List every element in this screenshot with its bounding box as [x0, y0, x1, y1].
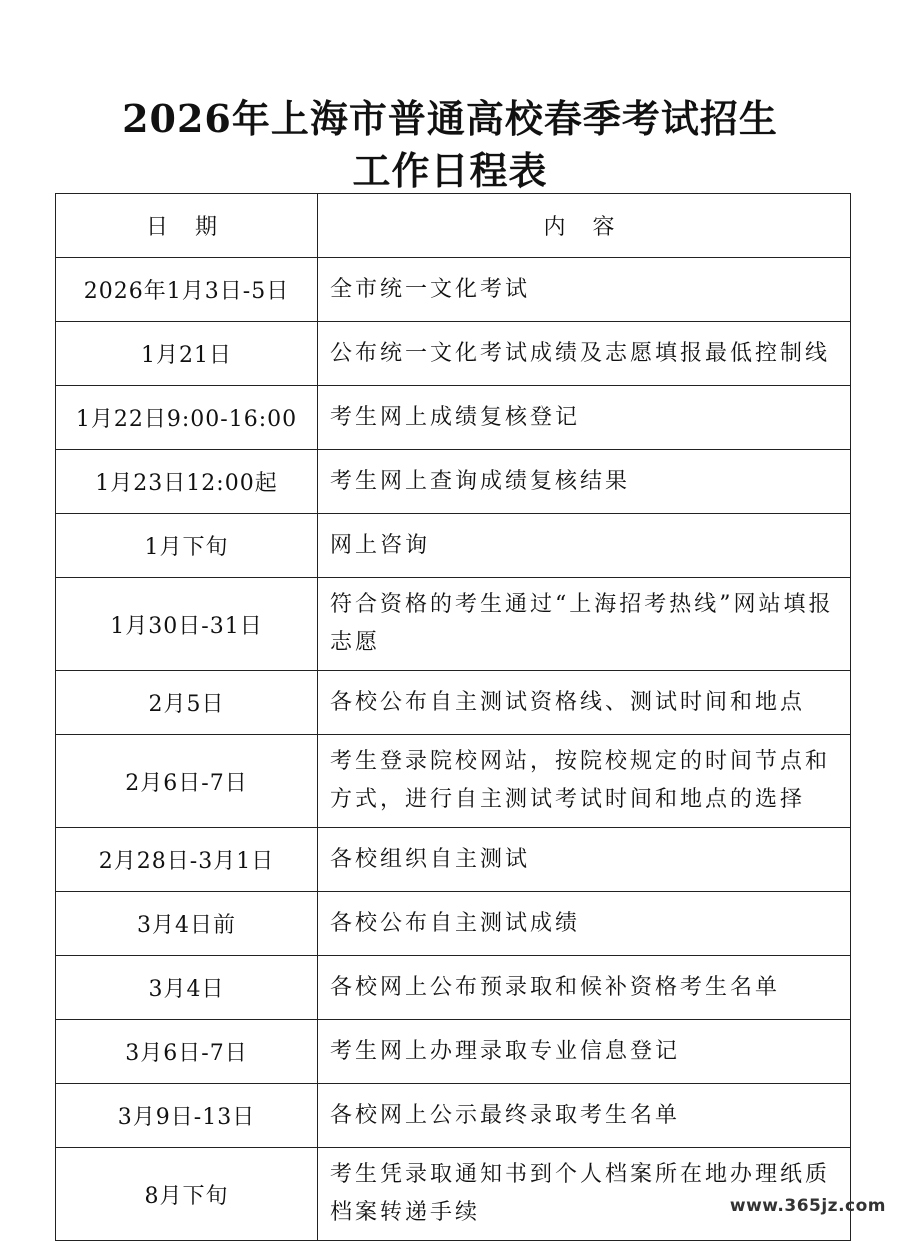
date-cell: 3月4日 — [56, 956, 318, 1020]
date-cell: 1月21日 — [56, 322, 318, 386]
date-cell: 2月5日 — [56, 671, 318, 735]
table-row — [56, 386, 851, 450]
table-row — [56, 828, 851, 892]
page-title-line-1: 2026年上海市普通高校春季考试招生 — [122, 96, 778, 142]
table-row — [56, 450, 851, 514]
date-cell: 3月6日-7日 — [56, 1020, 318, 1084]
content-cell: 考生登录院校网站，按院校规定的时间节点和方式，进行自主测试考试时间和地点的选择 — [318, 735, 851, 828]
date-cell: 1月下旬 — [56, 514, 318, 578]
content-cell: 网上咨询 — [318, 514, 851, 578]
table-row — [56, 671, 851, 735]
date-cell: 2026年1月3日-5日 — [56, 258, 318, 322]
table-header-row — [56, 194, 851, 258]
table-row — [56, 956, 851, 1020]
table-row — [56, 892, 851, 956]
date-cell: 3月4日前 — [56, 892, 318, 956]
table-row — [56, 1020, 851, 1084]
date-cell: 2月6日-7日 — [56, 735, 318, 828]
date-cell: 3月9日-13日 — [56, 1084, 318, 1148]
site-watermark: www.365jz.com — [729, 1196, 886, 1216]
content-cell: 各校公布自主测试成绩 — [318, 892, 851, 956]
date-cell: 1月30日-31日 — [56, 578, 318, 671]
content-cell: 考生网上办理录取专业信息登记 — [318, 1020, 851, 1084]
content-cell: 考生网上查询成绩复核结果 — [318, 450, 851, 514]
schedule-table — [55, 193, 851, 1241]
content-cell: 全市统一文化考试 — [318, 258, 851, 322]
date-cell: 1月22日9:00-16:00 — [56, 386, 318, 450]
date-cell: 1月23日12:00起 — [56, 450, 318, 514]
content-cell: 符合资格的考生通过“上海招考热线”网站填报志愿 — [318, 578, 851, 671]
content-cell: 各校网上公示最终录取考生名单 — [318, 1084, 851, 1148]
date-cell: 8月下旬 — [56, 1148, 318, 1241]
content-cell: 各校组织自主测试 — [318, 828, 851, 892]
table-row — [56, 258, 851, 322]
content-column-header: 内 容 — [318, 194, 851, 258]
content-cell: 各校公布自主测试资格线、测试时间和地点 — [318, 671, 851, 735]
table-row — [56, 322, 851, 386]
table-row — [56, 514, 851, 578]
page-title-line-2: 工作日程表 — [352, 148, 548, 194]
page-title — [0, 93, 900, 197]
content-cell: 各校网上公布预录取和候补资格考生名单 — [318, 956, 851, 1020]
table-row — [56, 1084, 851, 1148]
content-cell: 考生网上成绩复核登记 — [318, 386, 851, 450]
date-cell: 2月28日-3月1日 — [56, 828, 318, 892]
date-column-header: 日 期 — [56, 194, 318, 258]
table-row — [56, 735, 851, 828]
content-cell: 考生凭录取通知书到个人档案所在地办理纸质档案转递手续 — [318, 1148, 851, 1241]
table-row — [56, 578, 851, 671]
table-row — [56, 1148, 851, 1241]
content-cell: 公布统一文化考试成绩及志愿填报最低控制线 — [318, 322, 851, 386]
